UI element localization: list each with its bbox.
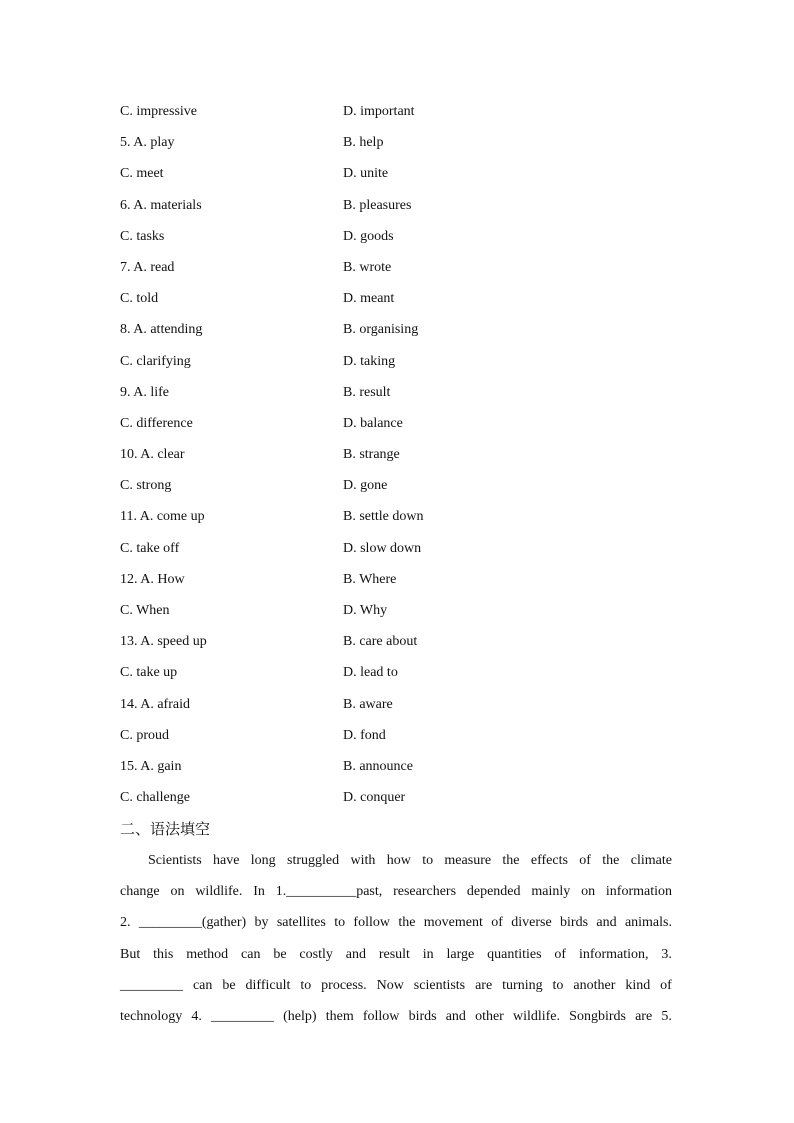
option-left: 8. A. attending (120, 322, 203, 338)
option-right: B. help (343, 135, 384, 151)
option-row (120, 598, 680, 629)
option-left: C. strong (120, 478, 172, 494)
option-right: D. fond (343, 727, 386, 743)
option-right: D. conquer (343, 790, 406, 806)
option-row (120, 754, 680, 785)
option-row (120, 723, 680, 754)
option-right: D. Why (343, 603, 388, 618)
option-row (120, 99, 680, 130)
option-row (120, 349, 680, 380)
passage-line: technology 4. _________ (help) them follow birds and other wildlife. Songbirds are 5. (120, 1008, 672, 1024)
option-row (120, 130, 680, 161)
option-right: B. strange (343, 447, 400, 463)
option-left: C. meet (120, 166, 164, 182)
option-right: D. lead to (343, 665, 398, 681)
option-left: 6. A. materials (120, 197, 202, 213)
option-left: 5. A. play (120, 135, 175, 151)
option-left: 9. A. life (120, 384, 169, 400)
option-left: C. take up (120, 665, 178, 681)
option-row (120, 286, 680, 317)
option-right: D. balance (343, 415, 403, 431)
option-left: 14. A. afraid (120, 696, 190, 712)
passage-line: But this method can be costly and result in large quantities of information, 3. (120, 946, 672, 962)
option-row (120, 629, 680, 660)
option-right: D. meant (343, 291, 395, 307)
option-left: C. challenge (120, 790, 190, 806)
option-left: C. impressive (120, 104, 197, 119)
option-row (120, 411, 680, 442)
option-left: C. clarifying (120, 353, 191, 369)
option-row (120, 785, 680, 816)
answer-options-list (120, 99, 680, 816)
option-left: C. difference (120, 415, 193, 431)
option-left: 13. A. speed up (120, 634, 207, 650)
option-left: 7. A. read (120, 259, 175, 275)
option-right: B. care about (343, 634, 418, 650)
option-row (120, 692, 680, 723)
passage-line: change on wildlife. In 1.__________past, researchers depended mainly on information (120, 884, 672, 900)
option-row (120, 567, 680, 598)
option-right: B. wrote (343, 259, 392, 275)
option-left: 12. A. How (120, 571, 185, 587)
option-right: D. slow down (343, 540, 422, 556)
option-left: C. When (120, 603, 170, 618)
option-right: B. announce (343, 758, 413, 774)
option-right: D. important (343, 104, 415, 119)
option-left: 15. A. gain (120, 758, 182, 774)
option-row (120, 660, 680, 691)
option-right: B. settle down (343, 509, 424, 525)
option-left: 11. A. come up (120, 509, 205, 525)
passage-line: 2. _________(gather) by satellites to follow the movement of diverse birds and animals. (120, 915, 672, 931)
option-row (120, 317, 680, 348)
passage-line: Scientists have long struggled with how to measure the effects of the climate (148, 853, 672, 868)
section-title: 二、语法填空 (120, 820, 211, 838)
option-row (120, 473, 680, 504)
option-left: C. take off (120, 540, 180, 556)
option-right: B. aware (343, 696, 393, 712)
option-row (120, 442, 680, 473)
option-right: D. unite (343, 166, 389, 182)
option-row (120, 193, 680, 224)
option-row (120, 224, 680, 255)
option-left: 10. A. clear (120, 447, 185, 463)
option-left: C. proud (120, 727, 169, 743)
option-right: D. gone (343, 478, 388, 494)
option-row (120, 504, 680, 535)
option-left: C. told (120, 291, 159, 307)
option-right: B. result (343, 384, 391, 400)
option-right: B. pleasures (343, 197, 412, 213)
option-row (120, 380, 680, 411)
option-row (120, 255, 680, 286)
grammar-passage (120, 848, 672, 1035)
option-right: D. taking (343, 353, 396, 369)
option-left: C. tasks (120, 228, 165, 244)
option-right: B. organising (343, 322, 419, 338)
passage-line: _________ can be difficult to process. Now scientists are turning to another kind of (120, 977, 672, 993)
option-row (120, 161, 680, 192)
option-right: D. goods (343, 228, 394, 244)
option-right: B. Where (343, 571, 397, 587)
option-row (120, 536, 680, 567)
